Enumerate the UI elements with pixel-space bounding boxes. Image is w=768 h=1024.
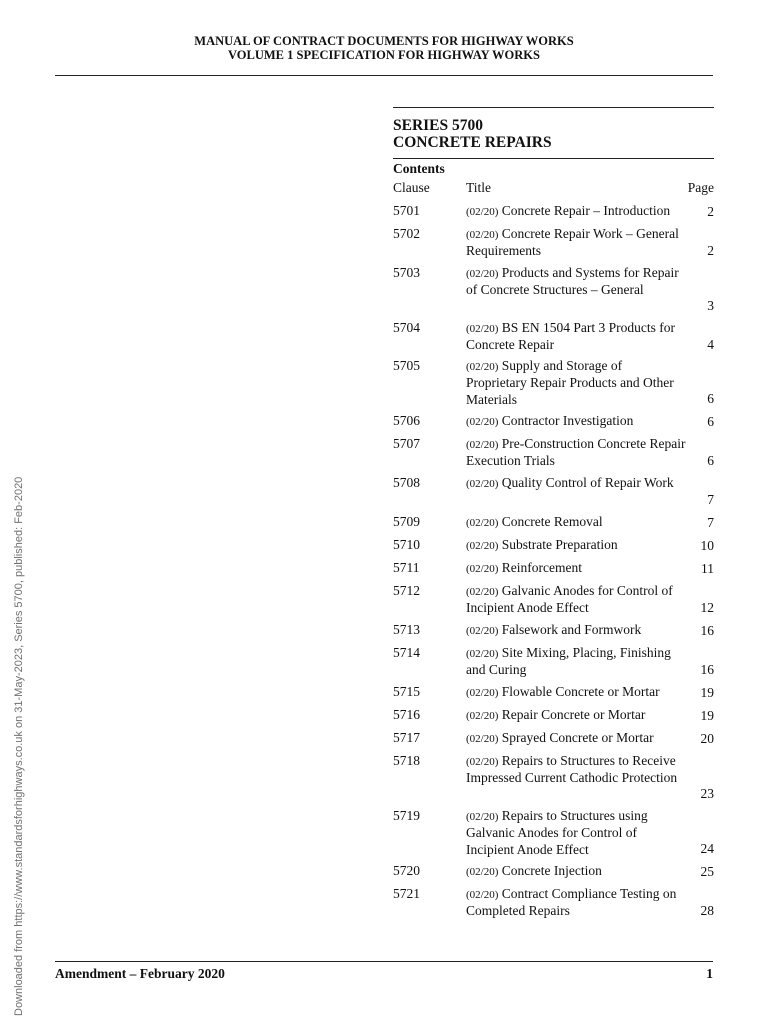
toc-title-text: Repairs to Structures to Receive Impressed Current Cathodic Protection: [466, 753, 678, 786]
toc-page: 11: [701, 560, 714, 576]
toc-entry: [393, 475, 714, 508]
toc-entry: [393, 707, 714, 724]
toc-clause: 5705: [393, 358, 420, 373]
toc-title: [466, 514, 686, 531]
toc-amendment-tag: (02/20): [466, 563, 499, 575]
toc-entry: [393, 413, 714, 430]
toc-title: [466, 583, 691, 617]
toc-amendment-tag: (02/20): [466, 229, 499, 241]
toc-title: [466, 753, 686, 787]
toc-clause: 5707: [393, 436, 420, 451]
toc-title-text: Concrete Removal: [501, 514, 603, 529]
toc-entry: [393, 753, 714, 802]
toc-title-text: Site Mixing, Placing, Finishing and Curing: [466, 645, 671, 678]
toc-clause: 5715: [393, 684, 420, 699]
toc-title-text: Reinforcement: [501, 560, 582, 575]
toc-entry: [393, 226, 714, 259]
toc-clause: 5716: [393, 707, 420, 722]
series-top-divider: [393, 107, 714, 108]
toc-clause: 5717: [393, 730, 420, 745]
toc-title-text: Contractor Investigation: [501, 413, 634, 428]
toc-page: 16: [700, 622, 714, 638]
column-header-page: Page: [687, 180, 714, 195]
toc-title: [466, 265, 686, 299]
toc-title-text: Concrete Repair Work – General Requirements: [466, 226, 679, 259]
toc-entry: [393, 645, 714, 678]
toc-clause: 5713: [393, 622, 420, 637]
column-header-title: Title: [466, 180, 492, 195]
toc-title-text: BS EN 1504 Part 3 Products for Concrete Repair: [466, 320, 676, 353]
toc-title-text: Repair Concrete or Mortar: [501, 707, 646, 722]
contents-heading: Contents: [393, 161, 445, 176]
toc-clause: 5703: [393, 265, 420, 280]
toc-title-text: Substrate Preparation: [501, 537, 618, 552]
toc-page: 19: [700, 707, 714, 723]
toc-title-text: Sprayed Concrete or Mortar: [501, 730, 654, 745]
toc-title: [466, 537, 686, 554]
toc-entry: [393, 537, 714, 554]
toc-clause: 5714: [393, 645, 420, 660]
column-header-clause: Clause: [393, 180, 430, 195]
toc-title-text: Flowable Concrete or Mortar: [501, 684, 660, 699]
toc-clause: 5718: [393, 753, 420, 768]
toc-title-text: Concrete Injection: [501, 863, 602, 878]
series-name: CONCRETE REPAIRS: [393, 134, 552, 151]
toc-title: [466, 886, 686, 920]
toc-entry: [393, 436, 714, 469]
toc-amendment-tag: (02/20): [466, 625, 499, 637]
download-watermark: Downloaded from https://www.standardsforhighways.co.uk on 31-May-2023, Series 5700, published: Feb-2020: [13, 476, 25, 1016]
toc-entry: [393, 684, 714, 701]
toc-amendment-tag: (02/20): [466, 710, 499, 722]
toc-page: 7: [707, 514, 714, 530]
toc-title: [466, 863, 686, 880]
toc-clause: 5711: [393, 560, 420, 575]
toc-amendment-tag: (02/20): [466, 206, 499, 218]
toc-page: 12: [700, 599, 714, 615]
toc-title: [466, 320, 686, 354]
toc-page: 20: [700, 730, 714, 746]
toc-amendment-tag: (02/20): [466, 268, 499, 280]
toc-title-text: Supply and Storage of Proprietary Repair Products and Other Materials: [466, 358, 674, 407]
toc-amendment-tag: (02/20): [466, 478, 499, 490]
toc-clause: 5710: [393, 537, 420, 552]
toc-page: 2: [707, 242, 714, 258]
toc-clause: 5701: [393, 203, 420, 218]
toc-title: [466, 808, 686, 858]
toc-title-text: Quality Control of Repair Work: [501, 475, 674, 490]
toc-clause: 5712: [393, 583, 420, 598]
toc-page: 24: [700, 840, 714, 856]
toc-title: [466, 203, 686, 220]
toc-clause: 5721: [393, 886, 420, 901]
toc-title: [466, 436, 686, 470]
toc-title-text: Repairs to Structures using Galvanic Anodes for Control of Incipient Anode Effect: [466, 808, 648, 857]
toc-entry: [393, 320, 714, 353]
toc-title-text: Contract Compliance Testing on Completed Repairs: [466, 886, 677, 919]
toc-entry: [393, 514, 714, 531]
series-title: [393, 117, 714, 151]
toc-page: 19: [700, 684, 714, 700]
toc-amendment-tag: (02/20): [466, 648, 499, 660]
header-line-1: MANUAL OF CONTRACT DOCUMENTS FOR HIGHWAY WORKS: [194, 34, 574, 48]
toc-page: 7: [707, 491, 714, 507]
toc-page: 10: [700, 537, 714, 553]
series-bottom-divider: [393, 158, 714, 159]
toc-title: [466, 226, 686, 260]
toc-entry: [393, 622, 714, 639]
toc-title-text: Products and Systems for Repair of Concrete Structures – General: [466, 265, 679, 298]
toc-title: [466, 622, 686, 639]
toc-clause: 5708: [393, 475, 420, 490]
toc-amendment-tag: (02/20): [466, 416, 499, 428]
toc-title: [466, 413, 686, 430]
toc-page: 25: [700, 863, 714, 879]
toc-page: 6: [707, 390, 714, 406]
toc-amendment-tag: (02/20): [466, 517, 499, 529]
toc-title-text: Falsework and Formwork: [501, 622, 642, 637]
toc-page: 6: [707, 452, 714, 468]
document-header: [55, 34, 713, 62]
toc-page: 6: [707, 413, 714, 429]
toc-entry: [393, 730, 714, 747]
toc-clause: 5706: [393, 413, 420, 428]
toc-amendment-tag: (02/20): [466, 361, 499, 373]
toc-title: [466, 475, 686, 492]
toc-page: 23: [700, 785, 714, 801]
toc-amendment-tag: (02/20): [466, 889, 499, 901]
toc-amendment-tag: (02/20): [466, 733, 499, 745]
toc-clause: 5719: [393, 808, 420, 823]
toc-amendment-tag: (02/20): [466, 687, 499, 699]
toc-entry: [393, 583, 714, 616]
footer-amendment: Amendment – February 2020: [55, 966, 225, 981]
series-number: SERIES 5700: [393, 117, 484, 134]
toc-entry: [393, 560, 714, 577]
toc-title: [466, 560, 686, 577]
header-line-2: VOLUME 1 SPECIFICATION FOR HIGHWAY WORKS: [228, 48, 540, 62]
toc-amendment-tag: (02/20): [466, 586, 499, 598]
toc-clause: 5720: [393, 863, 420, 878]
toc-page: 2: [707, 203, 714, 219]
toc-amendment-tag: (02/20): [466, 866, 499, 878]
toc-title: [466, 358, 686, 408]
toc-entry: [393, 886, 714, 919]
toc-entry: [393, 203, 714, 220]
toc-page: 3: [707, 297, 714, 313]
toc-entry: [393, 358, 714, 407]
toc-clause: 5709: [393, 514, 420, 529]
toc-clause: 5704: [393, 320, 420, 335]
footer-page-number: 1: [706, 966, 713, 981]
toc-amendment-tag: (02/20): [466, 439, 499, 451]
toc-page: 4: [707, 336, 714, 352]
toc-entry: [393, 808, 714, 857]
toc-title: [466, 730, 686, 747]
toc-amendment-tag: (02/20): [466, 756, 499, 768]
header-divider: [55, 75, 713, 76]
toc-title-text: Pre-Construction Concrete Repair Execution Trials: [466, 436, 686, 469]
toc-title: [466, 684, 686, 701]
toc-title-text: Galvanic Anodes for Control of Incipient Anode Effect: [466, 583, 673, 616]
toc-amendment-tag: (02/20): [466, 811, 499, 823]
toc-amendment-tag: (02/20): [466, 540, 499, 552]
footer-divider: [55, 961, 713, 962]
toc-title: [466, 707, 686, 724]
toc-title: [466, 645, 686, 679]
toc-page: 28: [700, 902, 714, 918]
toc-amendment-tag: (02/20): [466, 323, 499, 335]
toc-entry: [393, 265, 714, 314]
toc-title-text: Concrete Repair – Introduction: [501, 203, 671, 218]
toc-entry: [393, 863, 714, 880]
toc-clause: 5702: [393, 226, 420, 241]
toc-page: 16: [700, 661, 714, 677]
